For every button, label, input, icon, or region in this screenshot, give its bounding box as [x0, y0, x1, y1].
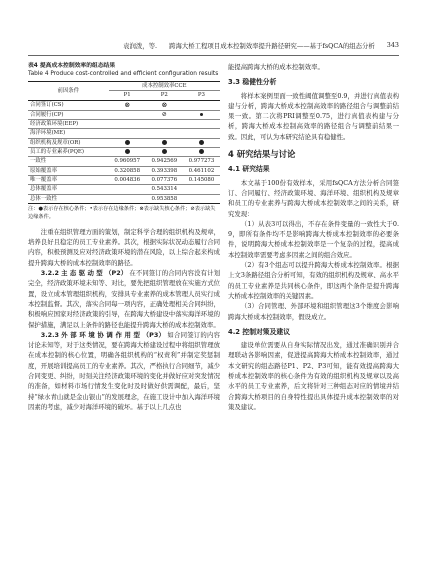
finding-2: （2）有3个组态可以提升跨海大桥成本控制效率。根据上文3条路径组合分析可知，有效的组织机构及规章、高水平的员工专业素养是共同核心条件，即这两个条件是提升跨海大桥成本控制效率的关键因素。 — [228, 261, 399, 300]
stat-label: 唯一覆盖率 — [30, 176, 57, 183]
subsection-322-number: 3.2.2 — [40, 269, 59, 278]
core-present-icon — [199, 149, 204, 154]
config-cell — [146, 129, 183, 138]
running-header — [28, 41, 399, 53]
header-rule — [28, 55, 399, 56]
config-cell — [183, 138, 220, 147]
stat-label: 原始覆盖率 — [30, 167, 57, 174]
config-p2: P2 — [160, 92, 168, 99]
stat-value: 0.145080 — [188, 176, 215, 183]
condition-label: 海洋环境(ME) — [30, 130, 66, 137]
core-present-icon — [125, 149, 130, 154]
core-present-icon — [162, 149, 167, 154]
left-paragraph-1: 注重在组织管理方面的策划，制定科学合理的组织机构及规章，培养良好且稳定的员工专业素养。其次，根据实际状况动态履行合同内容，积极预测及应对经济政策环境的潜在风险，以上综合起来构成提升跨海大桥的成本控制效率的路径。 — [28, 227, 220, 267]
condition-row — [28, 100, 220, 110]
section-3-3-paragraph: 将样本案例里面一致性阈值调整至0.9，并进行真值表构建与分析，跨海大桥成本控制高效率的路径组合与调整前结果一致。第二次将PRI调整至0.75，进行真值表构建与分析，跨海大桥成本控制高效率的路径组合与调整前结果一致。因此，可认为本研究结论具有稳健性。 — [228, 91, 399, 141]
stat-row — [28, 157, 220, 166]
config-cell — [183, 110, 220, 119]
left-paragraph-2 — [28, 268, 220, 330]
config-cell — [146, 120, 183, 129]
stat-value: 0.942569 — [151, 158, 178, 165]
stat-value: 0.977273 — [188, 158, 215, 165]
table-caption — [28, 62, 220, 78]
core-absent-icon: ⊗ — [124, 100, 131, 109]
left-column — [28, 62, 220, 412]
config-cell — [183, 100, 220, 110]
condition-row — [28, 138, 220, 147]
page-number: 343 — [386, 41, 399, 49]
core-present-icon — [199, 140, 204, 145]
stat-value: 0.077376 — [151, 176, 178, 183]
stat-value: 0.393398 — [151, 167, 178, 174]
condition-label: 组织机构及规章(OR) — [30, 139, 81, 146]
peripheral-present-icon — [200, 113, 204, 117]
subsection-322-title: 主 态 驱 动 型 （P2） — [61, 269, 128, 278]
left-paragraph-3 — [28, 330, 220, 412]
core-present-icon — [162, 140, 167, 145]
cce-header: 成本控制效率CCE — [109, 82, 220, 91]
config-p1: P1 — [123, 92, 131, 99]
condition-row — [28, 120, 220, 129]
config-cell — [146, 138, 183, 147]
config-cell — [183, 129, 220, 138]
table-note: 注：●表示存在核心条件；•表示存在边缘条件；⊗表示缺失核心条件；⊘表示缺失边缘条件。 — [28, 205, 216, 220]
peripheral-absent-icon: ⊘ — [161, 110, 167, 118]
section-4-1-heading: 4.1 研究结果 — [228, 165, 270, 174]
section-4-heading: 4 研究结果与讨论 — [228, 149, 296, 160]
col-group-header: 前因条件 — [28, 82, 109, 101]
finding-3: （3）合同管理、外部环境和组织管理这3个维度会影响跨海大桥成本控制效率，假设成立。 — [228, 302, 399, 321]
condition-label: 员工的专业素养(PQE) — [30, 149, 84, 156]
table-caption-en: Table 4 Produce cost-controlled and efficient configuration results — [28, 71, 219, 77]
config-cell — [183, 148, 220, 157]
config-cell — [109, 148, 146, 157]
left-paragraph-2-text: 在不同签订的合同内容没有计划完全，经济政策环境未知等、对比，要先把组织管理放在实施方式位置，设立成本管理组织机构，安排具专业素养的成本管理人员实行成本控制监督。其次，落实合同每一项内容，正确处理相关合同纠纷，积极响应国家对经济政策的引导，在跨海大桥建设中落实海洋环境的保护措施，满足以上条件的路径也能提升跨海大桥的成本控制效率。 — [28, 269, 220, 329]
config-cell — [109, 120, 146, 129]
stat-value: 0.004836 — [114, 176, 141, 183]
core-absent-icon: ⊗ — [161, 100, 168, 109]
stat-row — [28, 175, 220, 184]
config-cell — [109, 138, 146, 147]
total-label: 总体一致性 — [30, 195, 57, 202]
total-value: 0.543314 — [151, 186, 178, 193]
config-cell — [146, 110, 183, 119]
subsection-323-number: 3.2.3 — [40, 330, 59, 339]
right-column — [228, 62, 399, 412]
total-row — [28, 194, 220, 203]
header-authors: 袁润泼，等. — [123, 42, 158, 50]
total-label: 总体覆盖率 — [30, 186, 57, 193]
configuration-table — [28, 81, 220, 204]
section-4-1-paragraph: 本文基于100份有效样本，采用fsQCA方法分析合同签订、合同履行、经济政策环境、海洋环境、组织机构及规章和员工的专业素养与跨海大桥成本控制效率之间的关系，研究发现： — [228, 178, 399, 218]
core-present-icon — [125, 140, 130, 145]
total-value: 0.953858 — [151, 195, 178, 202]
condition-row — [28, 148, 220, 157]
condition-label: 经济政策环境(EEP) — [30, 121, 79, 128]
condition-row — [28, 110, 220, 119]
stat-value: 0.320858 — [114, 167, 141, 174]
right-paragraph-top: 能提高跨海大桥的成本控制效率。 — [228, 63, 324, 71]
stat-label: 一致性 — [30, 158, 47, 165]
config-cell — [146, 148, 183, 157]
stat-row — [28, 166, 220, 175]
table-caption-cn: 表4 提高成本控制效率的组态结果 — [28, 63, 116, 69]
condition-row — [28, 129, 220, 138]
config-cell — [109, 110, 146, 119]
finding-1: （1）从表3可以得出，不存在条件变量的一致性大于0.9，即所有条件均不是影响跨海大桥成本控制效率的必要条件，说明跨海大桥成本控制效率是一个复杂的过程，提高成本控制效率需要考虑多因素之间的组合效应。 — [228, 219, 399, 259]
config-cell — [183, 120, 220, 129]
section-3-3-heading: 3.3 稳健性分析 — [228, 78, 277, 87]
stat-value: 0.461102 — [188, 167, 215, 174]
section-4-2-paragraph: 建设单位需要从自身实际情况出发，通过准确识别并合理联动各影响因素，促进提高跨海大桥成本控制效率，通过本文研究的组态路径P1、P2、P3可知，能有效提高跨海大桥成本控制效率的核心条件为有效的组织机构及规章以及高水平的员工专业素养，后文将针对三种组态对应的情境并结合跨海大桥项目的自身特性提出具体提升成本控制效率的对策及建议。 — [228, 341, 399, 411]
left-paragraph-3-text: 如合同签订的内容讨论未知等，对于这类情况，要在跨海大桥建设过程中将组织管理放在成本控制的核心位置，明确各组织机构的“权责利”并制定奖惩制度，开展培训提高员工的专业素养。其次，严格执行合同细节，减少合同变更、纠纷，时刻关注经济政策环境的变化并做好应对突发情况的准备，如材料市场行情发生变化时及时做好供需调配，最后，坚持“绿水青山就是金山银山”的发展理念，在施工设计中加入海洋环境因素的考虑，减少对海洋环境的破坏。基于以上几点也 — [28, 330, 220, 411]
condition-label: 合同履行(CP) — [30, 111, 64, 118]
total-row — [28, 185, 220, 194]
header-title: 跨海大桥工程项目成本控制效率提升路径研究——基于fsQCA的组态分析 — [169, 42, 375, 50]
condition-label: 合同签订(CS) — [30, 102, 64, 109]
config-cell — [109, 100, 146, 110]
section-4-2-heading: 4.2 控制对策及建议 — [228, 327, 290, 336]
config-cell — [109, 129, 146, 138]
config-cell — [146, 100, 183, 110]
stat-value: 0.960957 — [114, 158, 141, 165]
subsection-323-title: 外 部 环 境 协 调 作 用 型 （P3） — [61, 330, 166, 339]
config-p3: P3 — [197, 92, 205, 99]
